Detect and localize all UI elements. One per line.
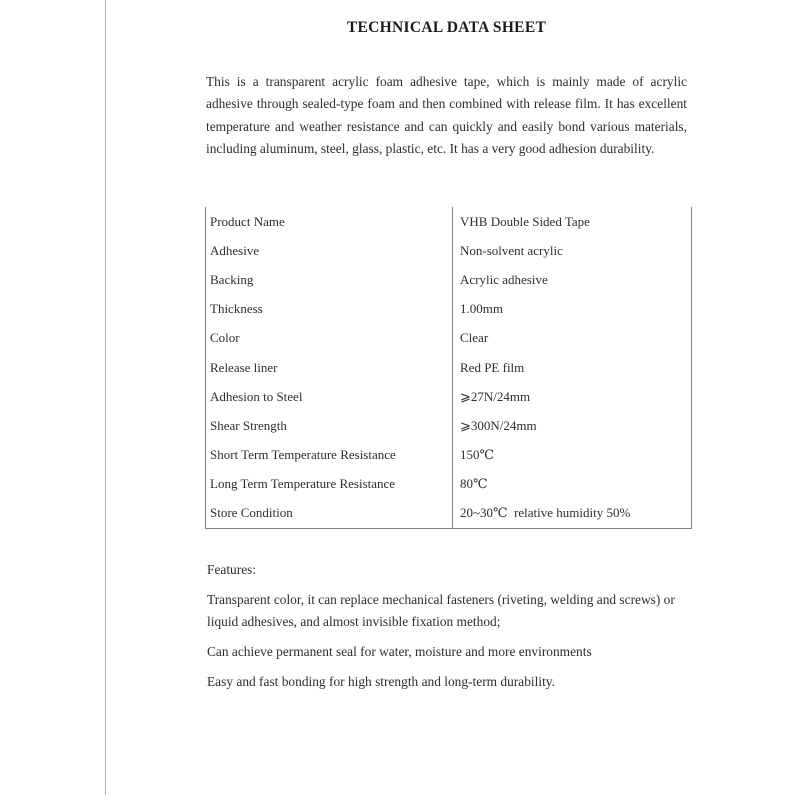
spec-label: Shear Strength (206, 411, 453, 440)
spec-label: Release liner (206, 353, 453, 382)
spec-table (205, 207, 692, 529)
spec-label: Thickness (206, 295, 453, 324)
spec-label: Color (206, 324, 453, 353)
spec-table-row (206, 382, 692, 411)
spec-value: ⩾27N/24mm (453, 382, 692, 411)
features-section (207, 559, 677, 693)
spec-table-body (206, 207, 692, 529)
spec-label: Store Condition (206, 499, 453, 529)
page-edge-line (105, 0, 106, 795)
spec-label: Long Term Temperature Resistance (206, 470, 453, 499)
features-list (207, 589, 677, 693)
spec-table-row (206, 295, 692, 324)
page-title: TECHNICAL DATA SHEET (346, 19, 547, 36)
spec-label: Product Name (206, 207, 453, 236)
spec-table-row (206, 236, 692, 265)
spec-value: 150℃ (453, 441, 692, 470)
feature-item: Transparent color, it can replace mechanical fasteners (riveting, welding and screws) or liquid adhesives, and almost invisible fixation method; (207, 592, 675, 629)
spec-value: Acrylic adhesive (453, 265, 692, 294)
spec-value: ⩾300N/24mm (453, 411, 692, 440)
spec-table-row (206, 265, 692, 294)
spec-table-row (206, 499, 692, 529)
features-heading: Features: (207, 562, 257, 577)
spec-label: Short Term Temperature Resistance (206, 441, 453, 470)
feature-item: Can achieve permanent seal for water, moisture and more environments (207, 644, 592, 659)
spec-table-row (206, 470, 692, 499)
spec-value: Clear (453, 324, 692, 353)
spec-table-row (206, 324, 692, 353)
spec-table-row (206, 207, 692, 236)
spec-label: Adhesive (206, 236, 453, 265)
spec-value: 80℃ (453, 470, 692, 499)
spec-table-row (206, 411, 692, 440)
spec-value: VHB Double Sided Tape (453, 207, 692, 236)
spec-table-row (206, 441, 692, 470)
spec-value: 1.00mm (453, 295, 692, 324)
intro-paragraph: This is a transparent acrylic foam adhesive tape, which is mainly made of acrylic adhesive through sealed-type foam and then combined with release film. It has excellent temperature and weather resistance and can quickly and easily bond various materials, including aluminum, steel, glass, plastic, etc. It has a very good adhesion durability. (206, 74, 687, 156)
feature-item: Easy and fast bonding for high strength and long-term durability. (207, 674, 555, 689)
spec-label: Adhesion to Steel (206, 382, 453, 411)
spec-label: Backing (206, 265, 453, 294)
spec-value: Red PE film (453, 353, 692, 382)
spec-table-row (206, 353, 692, 382)
spec-value: Non-solvent acrylic (453, 236, 692, 265)
spec-value: 20~30℃ relative humidity 50% (453, 499, 692, 529)
